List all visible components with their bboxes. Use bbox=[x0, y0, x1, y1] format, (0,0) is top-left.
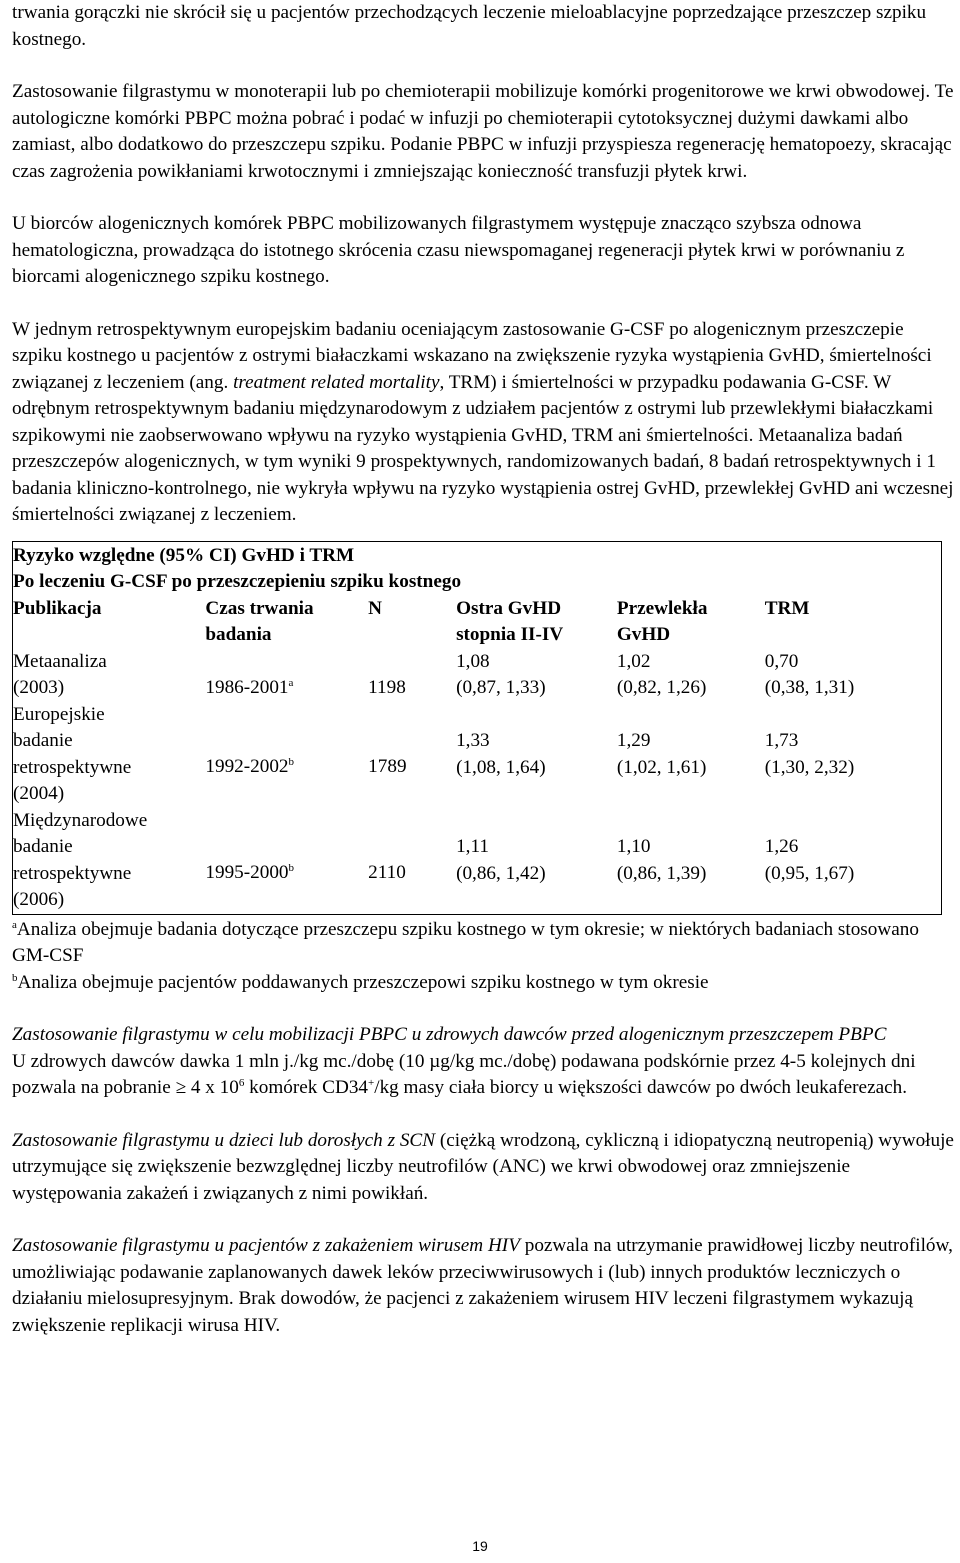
duration-value: 1986-2001 bbox=[205, 677, 289, 698]
table-row bbox=[13, 702, 942, 808]
gvhd-text-part-1: W jednym retrospektywnym europejskim badaniu oceniającym zastosowanie G-CSF po alogenicznym przeszczepie szpiku kostnego u pacjentów z ostrymi białaczkami wskazano na zwiększenie ryzyka wystąpienia GvHD, śmiertelności związanej z leczeniem (ang. bbox=[12, 318, 932, 393]
chronic-value: 1,10 bbox=[616, 836, 651, 857]
hiv-heading: Zastosowanie filgrastymu u pacjentów z zakażeniem wirusem HIV bbox=[12, 1235, 520, 1256]
table-footnotes bbox=[12, 917, 956, 997]
donors-ge-symbol: ≥ bbox=[175, 1077, 187, 1098]
trm-value: 0,70 bbox=[764, 650, 799, 672]
cell-trm bbox=[765, 808, 942, 915]
publication-line: badanie bbox=[13, 730, 73, 751]
scn-heading: Zastosowanie filgrastymu u dzieci lub dorosłych z SCN bbox=[12, 1129, 436, 1151]
table-title-line-1: Ryzyko względne (95% CI) GvHD i TRM bbox=[13, 544, 355, 566]
acute-ci: (0,86, 1,42) bbox=[456, 862, 546, 884]
col-header-chronic-gvhd bbox=[617, 596, 765, 649]
cell-publication bbox=[13, 808, 206, 915]
duration-footnote-mark: a bbox=[288, 677, 294, 689]
col-header-acute-line-1: Ostra GvHD bbox=[456, 597, 562, 619]
cell-n: 1789 bbox=[368, 756, 407, 778]
col-header-publication: Publikacja bbox=[13, 597, 102, 619]
donors-text-part-3: komórek CD34 bbox=[244, 1077, 369, 1098]
section-hiv bbox=[12, 1233, 956, 1339]
paragraph-pbpc-mobilization: Zastosowanie filgrastymu w monoterapii lub po chemioterapii mobilizuje komórki progenitorowe we krwi obwodowej. Te autologiczne komórki PBPC można pobrać i podać w infuzji po chemioterapii cytotoksycznej dużymi dawkami albo zamiast, albo dodatkowo do przeszczepu szpiku. Podanie PBPC w infuzji przyspiesza regenerację hematopoezy, skracając czas zagrożenia powikłaniami krwotocznymi i zmniejszając konieczność transfuzji płytek krwi. bbox=[12, 81, 954, 182]
publication-line: Europejskie bbox=[13, 703, 105, 725]
table-header-row bbox=[13, 596, 942, 649]
cell-chronic-gvhd bbox=[617, 702, 765, 808]
acute-value: 1,08 bbox=[456, 650, 490, 672]
publication-line: badanie bbox=[13, 836, 73, 857]
publication-line: (2003) bbox=[13, 677, 65, 698]
publication-line: retrospektywne bbox=[13, 756, 132, 778]
trm-value: 1,26 bbox=[764, 836, 799, 857]
table-title bbox=[13, 541, 942, 596]
chronic-value: 1,29 bbox=[616, 730, 651, 751]
risk-table bbox=[12, 541, 942, 915]
col-header-acute-line-2: stopnia II-IV bbox=[456, 624, 564, 645]
duration-value: 1995-2000 bbox=[205, 862, 289, 884]
cell-acute-gvhd bbox=[456, 649, 617, 702]
cell-chronic-gvhd bbox=[617, 808, 765, 915]
cell-chronic-gvhd bbox=[617, 649, 765, 702]
publication-line: retrospektywne bbox=[13, 862, 132, 884]
trm-value: 1,73 bbox=[764, 730, 799, 751]
col-header-duration-line-1: Czas trwania bbox=[205, 597, 314, 619]
col-header-trm: TRM bbox=[764, 597, 810, 619]
col-header-duration bbox=[205, 596, 368, 649]
cell-trm bbox=[765, 649, 942, 702]
hiv-text: pozwala na utrzymanie prawidłowej liczby neutrofilów, umożliwiając podawanie zaplanowanych dawek leków przeciwwirusowych i (lub) innych produktów leczniczych o działaniu mielosupresyjnym. Brak dowodów, że pacjenci z zakażeniem wirusem HIV leczeni filgrastymem wykazują zwiększenie replikacji wirusa HIV. bbox=[12, 1235, 953, 1336]
donors-text-part-2: 4 x 10 bbox=[186, 1077, 239, 1098]
cell-n: 1198 bbox=[368, 677, 406, 698]
cell-acute-gvhd bbox=[456, 702, 617, 808]
col-header-acute-gvhd bbox=[456, 596, 617, 649]
table-row bbox=[13, 808, 942, 915]
cell-duration bbox=[205, 808, 368, 915]
cell-duration bbox=[205, 702, 368, 808]
chronic-value: 1,02 bbox=[616, 650, 651, 672]
col-header-n: N bbox=[368, 597, 383, 619]
gvhd-text-italic-term: treatment related mortality bbox=[233, 371, 440, 393]
footnote-b-text: Analiza obejmuje pacjentów poddawanych przeszczepowi szpiku kostnego w tym okresie bbox=[17, 971, 709, 993]
cell-publication bbox=[13, 649, 206, 702]
col-header-chronic-line-1: Przewlekła bbox=[616, 597, 708, 619]
footnote-b bbox=[12, 970, 956, 997]
donors-exponent: 6 bbox=[238, 1077, 245, 1089]
trm-ci: (1,30, 2,32) bbox=[764, 756, 855, 778]
col-header-duration-line-2: badania bbox=[205, 624, 272, 645]
cell-duration bbox=[205, 649, 368, 702]
acute-value: 1,33 bbox=[456, 730, 490, 751]
duration-footnote-mark: b bbox=[288, 862, 295, 875]
page-number: 19 bbox=[472, 1538, 488, 1554]
trm-ci: (0,95, 1,67) bbox=[764, 862, 855, 884]
donors-text-part-1: U zdrowych dawców dawka 1 mln j./kg mc./dobę (10 µg/kg mc./dobę) podawana podskórnie przez 4-5 kolejnych dni pozwala na pobranie bbox=[12, 1050, 916, 1098]
publication-line: Metaanaliza bbox=[13, 650, 107, 672]
acute-ci: (1,08, 1,64) bbox=[456, 756, 546, 778]
paragraph-fever: trwania gorączki nie skrócił się u pacjentów przechodzących leczenie mieloablacyjne poprzedzające przeszczep szpiku kostnego. bbox=[12, 2, 927, 50]
donors-cd34-plus: + bbox=[368, 1077, 375, 1089]
footnote-b-mark: b bbox=[12, 971, 18, 984]
footnote-a bbox=[12, 917, 956, 970]
publication-line: (2006) bbox=[13, 889, 65, 910]
duration-footnote-mark: b bbox=[288, 756, 295, 769]
cell-n: 2110 bbox=[368, 862, 406, 884]
acute-value: 1,11 bbox=[456, 836, 489, 857]
footnote-a-mark: a bbox=[12, 918, 17, 931]
publication-line: Międzynarodowe bbox=[13, 809, 148, 831]
duration-value: 1992-2002 bbox=[205, 756, 289, 778]
cell-acute-gvhd bbox=[456, 808, 617, 915]
trm-ci: (0,38, 1,31) bbox=[764, 677, 855, 698]
publication-line: (2004) bbox=[13, 783, 65, 804]
gvhd-text-part-2: , TRM) i śmiertelności w przypadku podawania G-CSF. W odrębnym retrospektywnym badaniu międzynarodowym z udziałem pacjentów z ostrymi lub przewlekłymi białaczkami szpikowymi nie zaobserwowano wpływu na ryzyko wystąpienia GvHD, TRM ani śmiertelności. Metaanaliza badań przeszczepów alogenicznych, w tym wyniki 9 prospektywnych, randomizowanych badań, 8 badań retrospektywnych i 1 badania kliniczno-kontrolnego, nie wykryła wpływu na ryzyko wystąpienia ostrej GvHD, przewlekłej GvHD ani wczesnej śmiertelności związanej z leczeniem. bbox=[12, 371, 954, 525]
donors-text-part-4: /kg masy ciała biorcy u większości dawców po dwóch leukaferezach. bbox=[374, 1077, 908, 1098]
col-header-chronic-line-2: GvHD bbox=[616, 624, 671, 645]
chronic-ci: (1,02, 1,61) bbox=[616, 756, 707, 778]
scn-text: (ciężką wrodzoną, cykliczną i idiopatyczną neutropenią) wywołuje utrzymujące się zwiększenie bezwzględnej liczby neutrofilów (ANC) we krwi obwodowej oraz zmniejszenie występowania zakażeń i związanych z nimi powikłań. bbox=[12, 1129, 954, 1204]
footnote-a-text: Analiza obejmuje badania dotyczące przeszczepu szpiku kostnego w tym okresie; w niektórych badaniach stosowano GM-CSF bbox=[12, 918, 919, 966]
table-title-line-2: Po leczeniu G-CSF po przeszczepieniu szpiku kostnego bbox=[13, 571, 462, 592]
paragraph-allogeneic-recipients: U biorców alogenicznych komórek PBPC mobilizowanych filgrastymem występuje znacząco szybsza odnowa hematologiczna, prowadząca do istotnego skrócenia czasu niewspomaganej regeneracji płytek krwi w porównaniu z biorcami alogenicznego szpiku kostnego. bbox=[12, 213, 905, 287]
cell-trm bbox=[765, 702, 942, 808]
chronic-ci: (0,86, 1,39) bbox=[616, 862, 707, 884]
section-scn bbox=[12, 1128, 956, 1208]
paragraph-gvhd-studies bbox=[12, 317, 956, 529]
chronic-ci: (0,82, 1,26) bbox=[616, 677, 707, 698]
document-page bbox=[12, 0, 956, 1339]
section-donors bbox=[12, 1022, 956, 1102]
acute-ci: (0,87, 1,33) bbox=[456, 677, 546, 698]
cell-publication bbox=[13, 702, 206, 808]
table-row bbox=[13, 649, 942, 702]
donors-heading: Zastosowanie filgrastymu w celu mobilizacji PBPC u zdrowych dawców przed alogenicznym przeszczepem PBPC bbox=[12, 1024, 887, 1045]
